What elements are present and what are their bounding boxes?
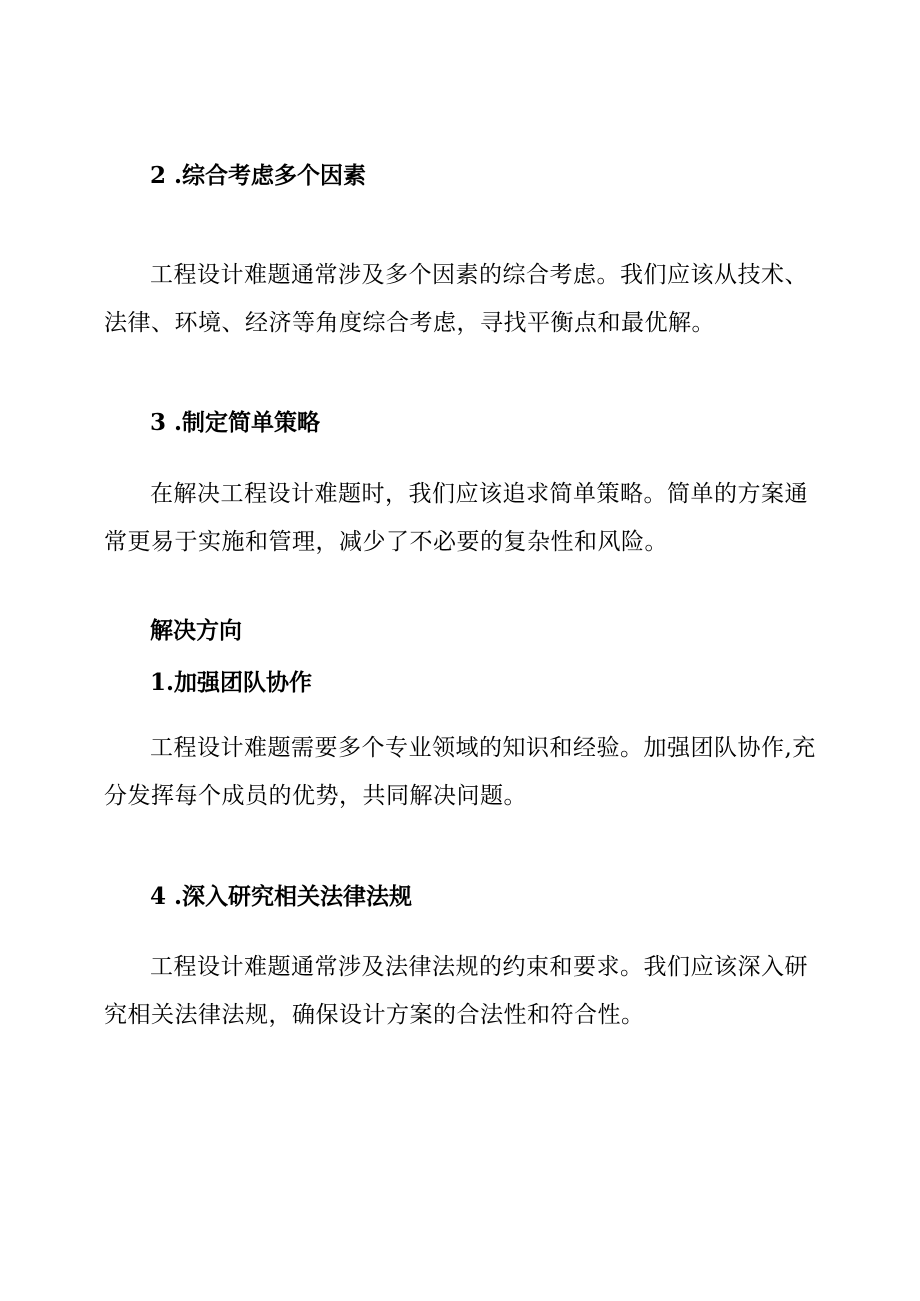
section-heading-consider-factors: 2 .综合考虑多个因素 — [150, 162, 367, 189]
section-heading-team-collaboration: 1.加强团队协作 — [150, 669, 313, 696]
section-paragraph-simple-strategy: 在解决工程设计难题时，我们应该追求简单策略。简单的方案通常更易于实施和管理，减少了不必要的复杂性和风险。 — [104, 481, 808, 555]
section-paragraph-consider-factors: 工程设计难题通常涉及多个因素的综合考虑。我们应该从技术、法律、环境、经济等角度综合考虑，寻找平衡点和最优解。 — [104, 262, 808, 336]
section-heading-solution-direction: 解决方向 — [150, 617, 242, 644]
section-heading-simple-strategy: 3 .制定简单策略 — [150, 409, 321, 436]
section-heading-laws-regulations: 4 .深入研究相关法律法规 — [150, 883, 413, 910]
section-paragraph-laws-regulations: 工程设计难题通常涉及法律法规的约束和要求。我们应该深入研究相关法律法规，确保设计方案的合法性和符合性。 — [104, 954, 808, 1028]
section-paragraph-team-collaboration: 工程设计难题需要多个专业领域的知识和经验。加强团队协作,充分发挥每个成员的优势，共同解决问题。 — [104, 735, 816, 809]
